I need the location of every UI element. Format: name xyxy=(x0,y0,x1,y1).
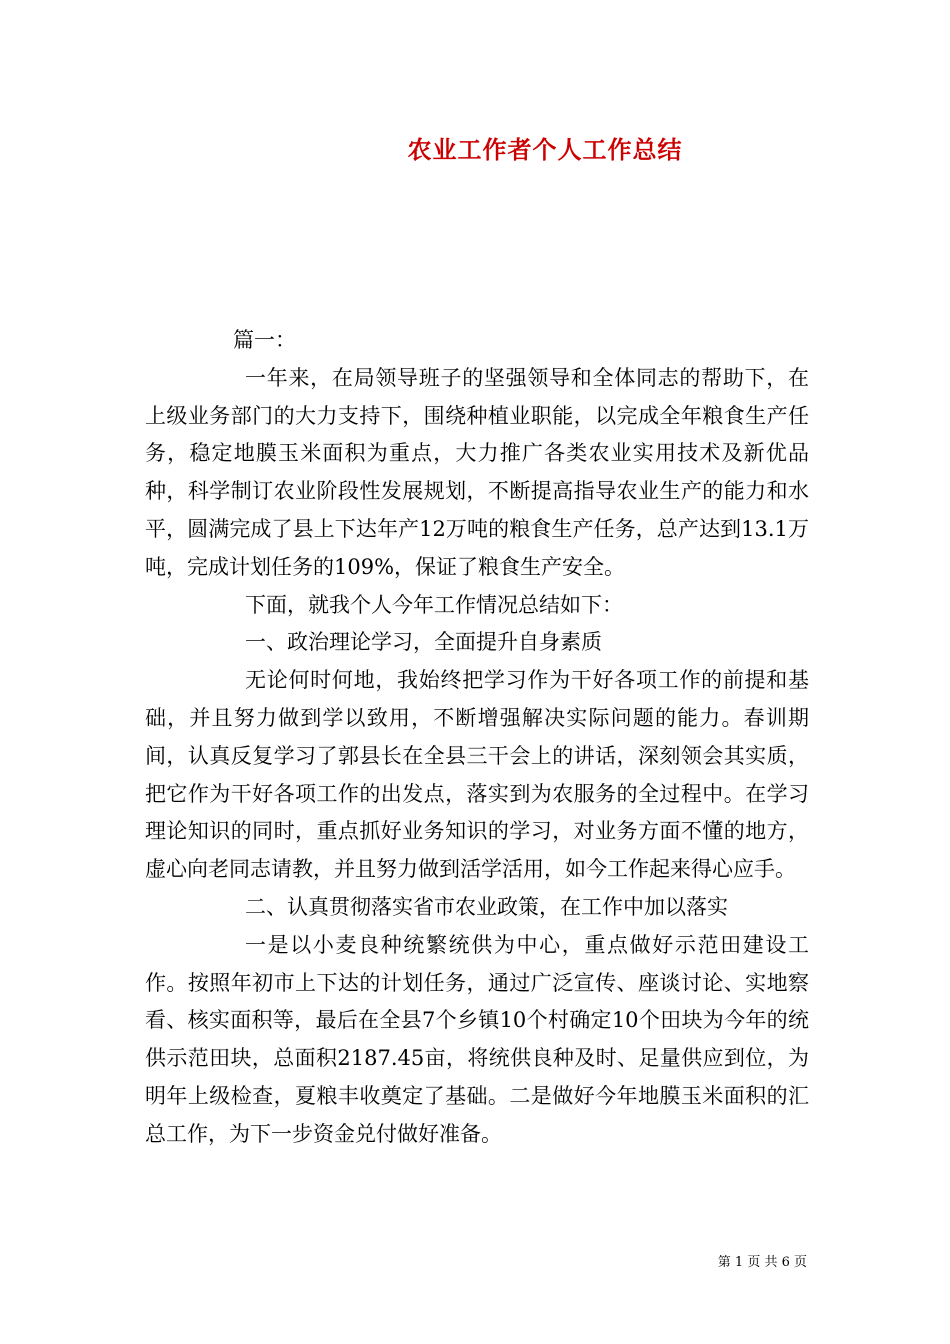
page-number-footer: 第 1 页 共 6 页 xyxy=(717,1255,807,1270)
section-heading-2: 二、认真贯彻落实省市农业政策，在工作中加以落实 xyxy=(245,894,728,919)
section-label: 篇一： xyxy=(233,328,296,352)
paragraph-intro: 一年来，在局领导班子的坚强领导和全体同志的帮助下，在上级业务部门的大力支持下，围绕种植业职能，以完成全年粮食生产任务，稳定地膜玉米面积为重点，大力推广各类农业实用技术及新优品种，科学制订农业阶段性发展规划，不断提高指导农业生产的能力和水平，圆满完成了县上下达年产12万吨的粮食生产任务，总产达到13.1万吨，完成计划任务的109%，保证了粮食生产安全。 xyxy=(145,365,809,579)
document-title: 农业工作者个人工作总结 xyxy=(407,135,683,164)
paragraph-summary-lead: 下面，就我个人今年工作情况总结如下： xyxy=(245,592,623,617)
paragraph-policy: 一是以小麦良种统繁统供为中心，重点做好示范田建设工作。按照年初市上下达的计划任务，通过广泛宣传、座谈讨论、实地察看、核实面积等，最后在全县7个乡镇10个村确定10个田块为今年的统供示范田块，总面积2187.45亩，将统供良种及时、足量供应到位，为明年上级检查，夏粮丰收奠定了基础。二是做好今年地膜玉米面积的汇总工作，为下一步资金兑付做好准备。 xyxy=(145,932,809,1146)
section-heading-1: 一、政治理论学习，全面提升自身素质 xyxy=(245,630,602,655)
paragraph-study: 无论何时何地，我始终把学习作为干好各项工作的前提和基础，并且努力做到学以致用，不断增强解决实际问题的能力。春训期间，认真反复学习了郭县长在全县三干会上的讲话，深刻领会其实质，把它作为干好各项工作的出发点，落实到为农服务的全过程中。在学习理论知识的同时，重点抓好业务知识的学习，对业务方面不懂的地方，虚心向老同志请教，并且努力做到活学活用，如今工作起来得心应手。 xyxy=(145,668,809,882)
document-body xyxy=(145,322,809,1154)
